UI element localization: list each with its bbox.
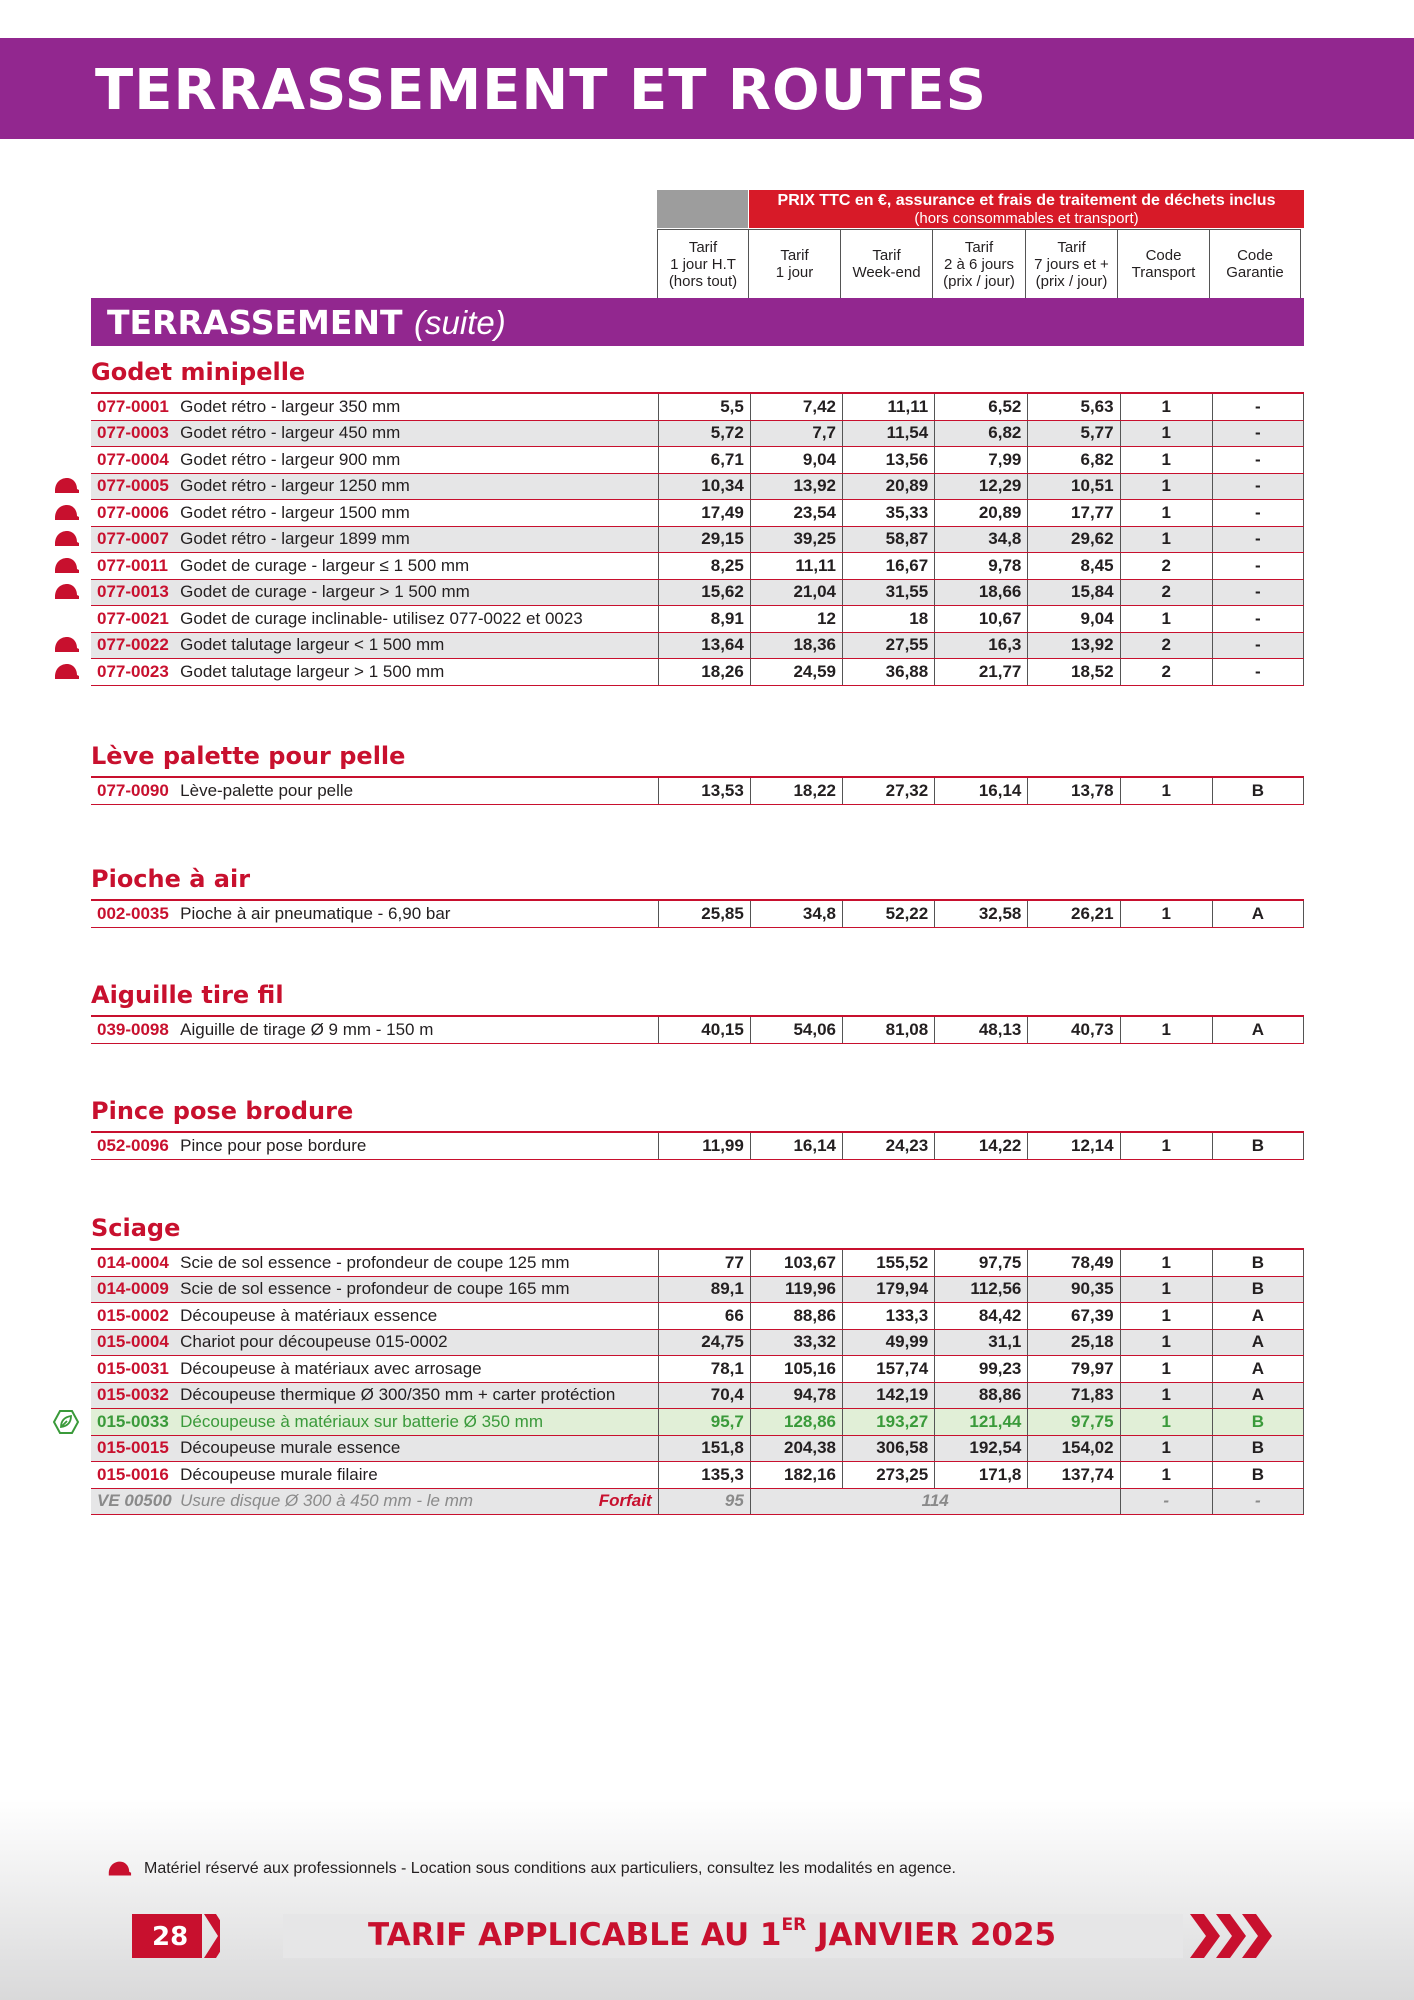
cell: 20,89 (935, 500, 1028, 527)
cell: 18 (843, 606, 935, 633)
cell: 13,78 (1028, 777, 1120, 804)
table-row (91, 393, 1304, 420)
page-title: TERRASSEMENT ET ROUTES (95, 58, 987, 123)
footer-text: TARIF APPLICABLE AU 1ER JANVIER 2025 (368, 1915, 1057, 1953)
cell: 135,3 (658, 1462, 750, 1489)
cell: 142,19 (843, 1382, 935, 1409)
cell: 26,21 (1028, 900, 1120, 927)
cell: 52,22 (843, 900, 935, 927)
cell: 1 (1120, 1356, 1212, 1383)
cell: 077-0023 (91, 659, 174, 686)
cell: 12,29 (935, 473, 1028, 500)
helmet-icon (52, 477, 80, 495)
cell: 24,23 (843, 1132, 935, 1159)
column-header-2: Tarif 1 jour (749, 229, 841, 299)
cell: 1 (1120, 1462, 1212, 1489)
cell: 052-0096 (91, 1132, 174, 1159)
cell: 21,77 (935, 659, 1028, 686)
cell: 11,99 (658, 1132, 750, 1159)
cell: 5,72 (658, 420, 750, 447)
table-row (91, 659, 1304, 686)
cell: 71,83 (1028, 1382, 1120, 1409)
cell: 1 (1120, 777, 1212, 804)
cell: B (1212, 1462, 1303, 1489)
group-title-leve: Lève palette pour pelle (91, 742, 406, 770)
cell: 16,14 (750, 1132, 842, 1159)
cell: 84,42 (935, 1303, 1028, 1330)
cell: Chariot pour découpeuse 015-0002 (174, 1329, 658, 1356)
cell: 18,52 (1028, 659, 1120, 686)
cell: Godet talutage largeur > 1 500 mm (174, 659, 658, 686)
cell: 11,11 (843, 393, 935, 420)
cell: A (1212, 1016, 1303, 1043)
cell: Godet rétro - largeur 350 mm (174, 393, 658, 420)
cell: 36,88 (843, 659, 935, 686)
cell: 155,52 (843, 1249, 935, 1276)
table-row (91, 1249, 1304, 1276)
cell: B (1212, 777, 1303, 804)
cell: 79,97 (1028, 1356, 1120, 1383)
cell: 77 (658, 1249, 750, 1276)
cell: 6,71 (658, 447, 750, 474)
forfait-label: Forfait (598, 1491, 652, 1511)
table-row (91, 1303, 1304, 1330)
cell: 8,91 (658, 606, 750, 633)
cell: 67,39 (1028, 1303, 1120, 1330)
cell: - (1212, 1488, 1303, 1515)
cell: 5,5 (658, 393, 750, 420)
cell: 48,13 (935, 1016, 1028, 1043)
cell: 1 (1120, 526, 1212, 553)
section-bar (91, 298, 1304, 346)
column-header-6: Code Transport (1118, 229, 1210, 299)
cell: 66 (658, 1303, 750, 1330)
cell: 077-0003 (91, 420, 174, 447)
table-row (91, 500, 1304, 527)
column-header-3: Tarif Week-end (841, 229, 933, 299)
cell: 1 (1120, 1329, 1212, 1356)
cell: 13,92 (1028, 632, 1120, 659)
cell: 015-0004 (91, 1329, 174, 1356)
price-header (749, 190, 1304, 228)
cell: 40,73 (1028, 1016, 1120, 1043)
cell: - (1212, 500, 1303, 527)
cell: 7,99 (935, 447, 1028, 474)
cell: 103,67 (750, 1249, 842, 1276)
cell: - (1212, 632, 1303, 659)
cell: 18,36 (750, 632, 842, 659)
cell: 077-0013 (91, 579, 174, 606)
cell: 78,49 (1028, 1249, 1120, 1276)
cell (174, 1488, 658, 1515)
cell: 12,14 (1028, 1132, 1120, 1159)
cell: - (1212, 526, 1303, 553)
cell: 306,58 (843, 1435, 935, 1462)
table-godet (91, 392, 1304, 686)
cell: Godet de curage inclinable- utilisez 077-0022 et 0023 (174, 606, 658, 633)
footer-background (0, 1800, 1414, 2000)
chevrons-icon (1190, 1914, 1300, 1958)
helmet-icon (106, 1860, 132, 1878)
cell: 1 (1120, 606, 1212, 633)
cell: 12 (750, 606, 842, 633)
cell: Godet de curage - largeur > 1 500 mm (174, 579, 658, 606)
cell: 31,1 (935, 1329, 1028, 1356)
cell: 014-0009 (91, 1276, 174, 1303)
cell: 7,42 (750, 393, 842, 420)
cell: 34,8 (750, 900, 842, 927)
cell: 29,62 (1028, 526, 1120, 553)
cell: B (1212, 1276, 1303, 1303)
cell: - (1212, 473, 1303, 500)
group-title-godet: Godet minipelle (91, 358, 306, 386)
cell: 89,1 (658, 1276, 750, 1303)
table-pince (91, 1131, 1304, 1160)
cell: 7,7 (750, 420, 842, 447)
cell: 1 (1120, 1409, 1212, 1436)
cell: 95,7 (658, 1409, 750, 1436)
cell: - (1212, 606, 1303, 633)
cell: 171,8 (935, 1462, 1028, 1489)
cell: 2 (1120, 579, 1212, 606)
cell: B (1212, 1435, 1303, 1462)
cell: 16,67 (843, 553, 935, 580)
table-row (91, 1276, 1304, 1303)
cell: 182,16 (750, 1462, 842, 1489)
cell: 077-0001 (91, 393, 174, 420)
helmet-icon (52, 530, 80, 548)
cell: 49,99 (843, 1329, 935, 1356)
cell: 121,44 (935, 1409, 1028, 1436)
cell: 35,33 (843, 500, 935, 527)
table-row (91, 1356, 1304, 1383)
cell: 2 (1120, 632, 1212, 659)
cell: 1 (1120, 500, 1212, 527)
cell: Découpeuse thermique Ø 300/350 mm + carter protéction (174, 1382, 658, 1409)
cell: - (1212, 447, 1303, 474)
footnote (110, 1860, 956, 1878)
table-row (91, 632, 1304, 659)
cell: Godet rétro - largeur 900 mm (174, 447, 658, 474)
cell: 81,08 (843, 1016, 935, 1043)
cell: 077-0005 (91, 473, 174, 500)
cell: 18,26 (658, 659, 750, 686)
helmet-icon (52, 636, 80, 654)
cell: 97,75 (935, 1249, 1028, 1276)
header-gray-cell (657, 190, 748, 228)
cell: 9,78 (935, 553, 1028, 580)
cell: 88,86 (750, 1303, 842, 1330)
cell: Godet rétro - largeur 450 mm (174, 420, 658, 447)
table-sciage (91, 1248, 1304, 1515)
cell: 15,62 (658, 579, 750, 606)
cell: - (1212, 393, 1303, 420)
cell: Scie de sol essence - profondeur de coupe 125 mm (174, 1249, 658, 1276)
cell: 14,22 (935, 1132, 1028, 1159)
cell: A (1212, 900, 1303, 927)
cell: 58,87 (843, 526, 935, 553)
cell: 2 (1120, 659, 1212, 686)
cell: 33,32 (750, 1329, 842, 1356)
cell: 1 (1120, 1016, 1212, 1043)
cell: 077-0021 (91, 606, 174, 633)
cell: 002-0035 (91, 900, 174, 927)
cell: - (1212, 553, 1303, 580)
cell: 17,77 (1028, 500, 1120, 527)
table-row (91, 526, 1304, 553)
cell: - (1212, 420, 1303, 447)
cell: - (1120, 1488, 1212, 1515)
table-row (91, 1409, 1304, 1436)
cell: Pince pour pose bordure (174, 1132, 658, 1159)
group-title-pioche: Pioche à air (91, 865, 251, 893)
cell: Découpeuse à matériaux avec arrosage (174, 1356, 658, 1383)
cell: A (1212, 1303, 1303, 1330)
cell: 039-0098 (91, 1016, 174, 1043)
cell: 99,23 (935, 1356, 1028, 1383)
cell: 077-0011 (91, 553, 174, 580)
cell: 13,64 (658, 632, 750, 659)
cell: 077-0006 (91, 500, 174, 527)
helmet-icon (52, 557, 80, 575)
cell: Godet rétro - largeur 1250 mm (174, 473, 658, 500)
table-row (91, 473, 1304, 500)
cell: 13,53 (658, 777, 750, 804)
cell: 119,96 (750, 1276, 842, 1303)
column-header-5: Tarif 7 jours et + (prix / jour) (1026, 229, 1118, 299)
cell: 204,38 (750, 1435, 842, 1462)
cell: B (1212, 1409, 1303, 1436)
cell: 2 (1120, 553, 1212, 580)
cell: 97,75 (1028, 1409, 1120, 1436)
cell: 20,89 (843, 473, 935, 500)
table-row (91, 1016, 1304, 1043)
cell: 11,54 (843, 420, 935, 447)
cell: 077-0022 (91, 632, 174, 659)
cell: 015-0032 (91, 1382, 174, 1409)
cell: 13,56 (843, 447, 935, 474)
cell: A (1212, 1356, 1303, 1383)
column-header-4: Tarif 2 à 6 jours (prix / jour) (933, 229, 1026, 299)
cell: 077-0090 (91, 777, 174, 804)
cell: 90,35 (1028, 1276, 1120, 1303)
cell: - (1212, 659, 1303, 686)
cell: 40,15 (658, 1016, 750, 1043)
cell: 54,06 (750, 1016, 842, 1043)
cell: Scie de sol essence - profondeur de coupe 165 mm (174, 1276, 658, 1303)
cell: 23,54 (750, 500, 842, 527)
helmet-icon (52, 504, 80, 522)
cell: 13,92 (750, 473, 842, 500)
cell: 27,32 (843, 777, 935, 804)
cell: B (1212, 1249, 1303, 1276)
group-title-sciage: Sciage (91, 1214, 181, 1242)
cell: 18,66 (935, 579, 1028, 606)
column-headers (657, 229, 1301, 299)
table-row (91, 900, 1304, 927)
cell: 6,82 (1028, 447, 1120, 474)
cell: 24,75 (658, 1329, 750, 1356)
cell: B (1212, 1132, 1303, 1159)
cell: Pioche à air pneumatique - 6,90 bar (174, 900, 658, 927)
cell: 015-0002 (91, 1303, 174, 1330)
cell: 70,4 (658, 1382, 750, 1409)
cell: 015-0016 (91, 1462, 174, 1489)
cell: 15,84 (1028, 579, 1120, 606)
cell: 273,25 (843, 1462, 935, 1489)
table-pioche (91, 899, 1304, 928)
cell: 179,94 (843, 1276, 935, 1303)
forfait-row (91, 1488, 1304, 1515)
section-subtitle: (suite) (414, 304, 506, 341)
cell: 015-0031 (91, 1356, 174, 1383)
cell: 10,51 (1028, 473, 1120, 500)
table-row (91, 420, 1304, 447)
cell: 077-0004 (91, 447, 174, 474)
cell: 5,63 (1028, 393, 1120, 420)
cell: 1 (1120, 420, 1212, 447)
footnote-text: Matériel réservé aux professionnels - Location sous conditions aux particuliers, consultez les modalités en agence. (144, 1860, 956, 1877)
price-header-line2: (hors consommables et transport) (914, 210, 1139, 227)
cell: 112,56 (935, 1276, 1028, 1303)
cell: 9,04 (1028, 606, 1120, 633)
cell: 6,52 (935, 393, 1028, 420)
group-title-pince: Pince pose brodure (91, 1097, 354, 1125)
table-aiguille (91, 1015, 1304, 1044)
cell: 10,34 (658, 473, 750, 500)
cell: 1 (1120, 1276, 1212, 1303)
cell: 9,04 (750, 447, 842, 474)
cell: 11,11 (750, 553, 842, 580)
cell: 17,49 (658, 500, 750, 527)
cell: 27,55 (843, 632, 935, 659)
cell: 077-0007 (91, 526, 174, 553)
cell: - (1212, 579, 1303, 606)
cell: 128,86 (750, 1409, 842, 1436)
helmet-icon (52, 583, 80, 601)
cell: 95 (658, 1488, 750, 1515)
cell: Godet rétro - largeur 1500 mm (174, 500, 658, 527)
cell: 1 (1120, 393, 1212, 420)
forfait-desc: Usure disque Ø 300 à 450 mm - le mm (180, 1491, 474, 1511)
cell: Découpeuse murale essence (174, 1435, 658, 1462)
cell: 114 (750, 1488, 1120, 1515)
cell: VE 00500 (91, 1488, 174, 1515)
cell: 18,22 (750, 777, 842, 804)
cell: 34,8 (935, 526, 1028, 553)
table-row (91, 1435, 1304, 1462)
cell: 133,3 (843, 1303, 935, 1330)
cell: 24,59 (750, 659, 842, 686)
cell: 25,18 (1028, 1329, 1120, 1356)
table-row (91, 579, 1304, 606)
cell: 94,78 (750, 1382, 842, 1409)
cell: 8,25 (658, 553, 750, 580)
cell: 10,67 (935, 606, 1028, 633)
cell: 16,3 (935, 632, 1028, 659)
section-title: TERRASSEMENT (107, 303, 403, 342)
cell: Aiguille de tirage Ø 9 mm - 150 m (174, 1016, 658, 1043)
cell: Découpeuse murale filaire (174, 1462, 658, 1489)
cell: 25,85 (658, 900, 750, 927)
cell: 16,14 (935, 777, 1028, 804)
cell: 39,25 (750, 526, 842, 553)
cell: 32,58 (935, 900, 1028, 927)
cell: 5,77 (1028, 420, 1120, 447)
group-title-aiguille: Aiguille tire fil (91, 981, 284, 1009)
cell: 1 (1120, 473, 1212, 500)
leaf-icon (53, 1409, 79, 1435)
table-row (91, 1462, 1304, 1489)
table-row (91, 1329, 1304, 1356)
cell: 1 (1120, 1249, 1212, 1276)
page-banner (0, 38, 1414, 139)
cell: Godet talutage largeur < 1 500 mm (174, 632, 658, 659)
cell: Découpeuse à matériaux essence (174, 1303, 658, 1330)
cell: 8,45 (1028, 553, 1120, 580)
cell: 014-0004 (91, 1249, 174, 1276)
cell: 105,16 (750, 1356, 842, 1383)
cell: 154,02 (1028, 1435, 1120, 1462)
cell: 1 (1120, 1382, 1212, 1409)
cell: 151,8 (658, 1435, 750, 1462)
cell: 29,15 (658, 526, 750, 553)
price-header-line1: PRIX TTC en €, assurance et frais de traitement de déchets inclus (777, 192, 1276, 209)
cell: A (1212, 1382, 1303, 1409)
column-header-7: Code Garantie (1210, 229, 1301, 299)
table-row (91, 1382, 1304, 1409)
table-row (91, 553, 1304, 580)
table-row (91, 777, 1304, 804)
cell: 21,04 (750, 579, 842, 606)
cell: 157,74 (843, 1356, 935, 1383)
cell: 31,55 (843, 579, 935, 606)
cell: 137,74 (1028, 1462, 1120, 1489)
cell: Lève-palette pour pelle (174, 777, 658, 804)
table-row (91, 447, 1304, 474)
cell: 192,54 (935, 1435, 1028, 1462)
cell: Godet de curage - largeur ≤ 1 500 mm (174, 553, 658, 580)
helmet-icon (52, 663, 80, 681)
table-row (91, 606, 1304, 633)
cell: 1 (1120, 1132, 1212, 1159)
cell: 6,82 (935, 420, 1028, 447)
cell: 1 (1120, 900, 1212, 927)
cell: Godet rétro - largeur 1899 mm (174, 526, 658, 553)
cell: 1 (1120, 1303, 1212, 1330)
cell: 193,27 (843, 1409, 935, 1436)
table-row (91, 1132, 1304, 1159)
cell: 015-0033 (91, 1409, 174, 1436)
column-header-1: Tarif 1 jour H.T (hors tout) (657, 229, 749, 299)
cell: A (1212, 1329, 1303, 1356)
cell: Découpeuse à matériaux sur batterie Ø 350 mm (174, 1409, 658, 1436)
cell: 015-0015 (91, 1435, 174, 1462)
cell: 78,1 (658, 1356, 750, 1383)
table-leve (91, 776, 1304, 805)
cell: 1 (1120, 447, 1212, 474)
cell: 1 (1120, 1435, 1212, 1462)
cell: 88,86 (935, 1382, 1028, 1409)
